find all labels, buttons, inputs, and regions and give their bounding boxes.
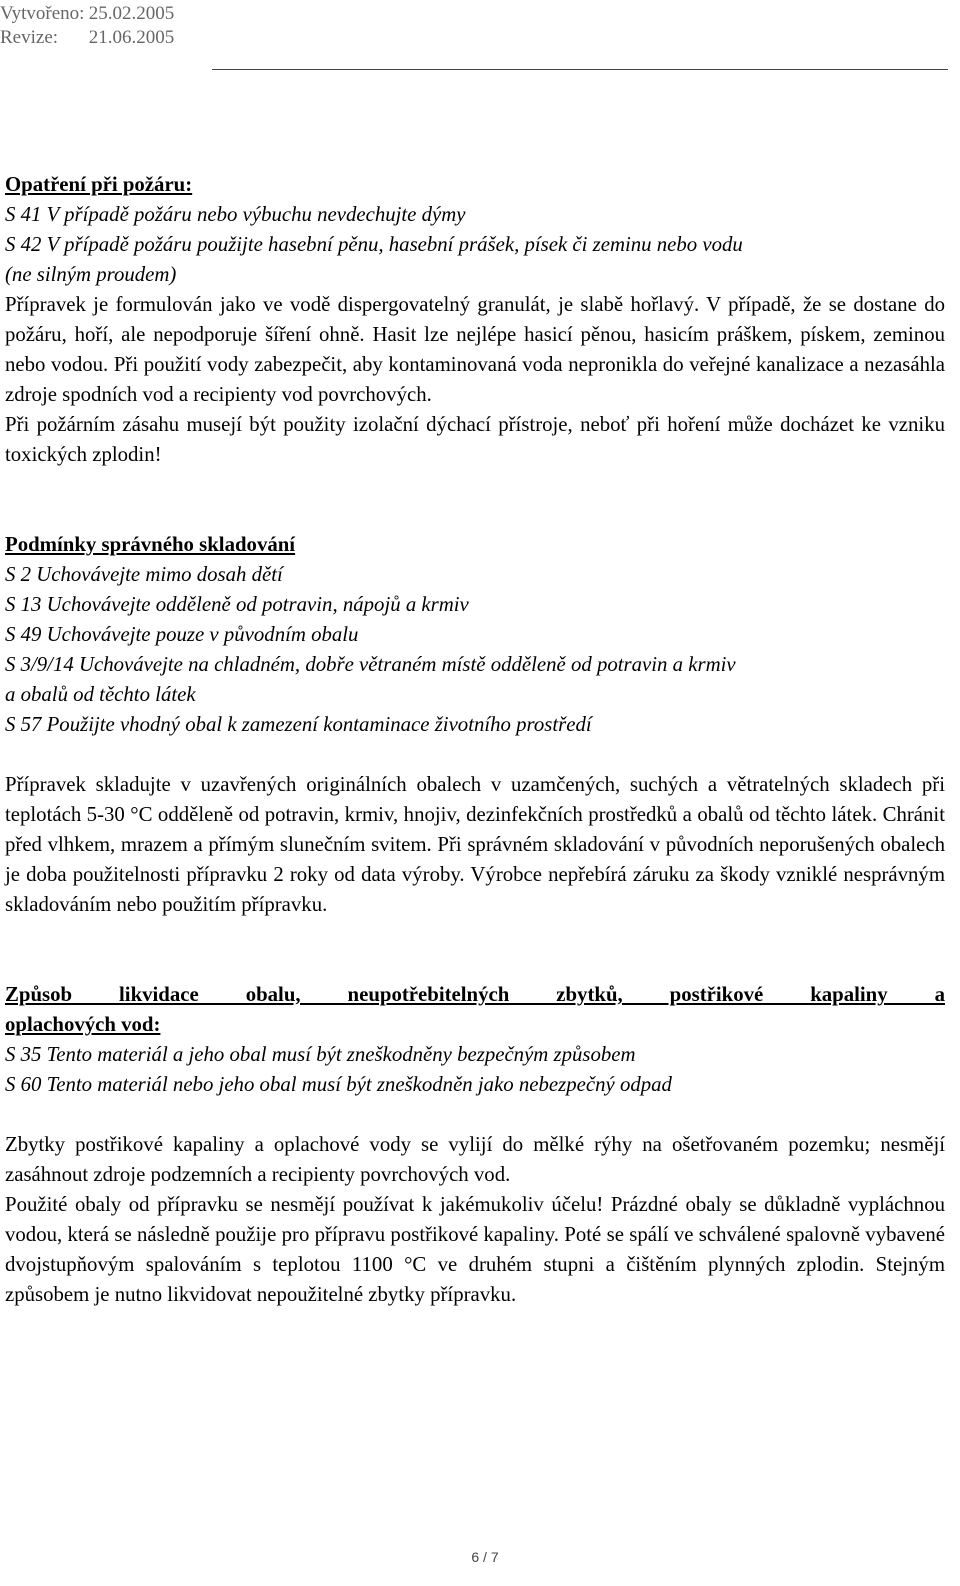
phrase-s42-continued: (ne silným proudem)	[5, 263, 177, 286]
disposal-heading: Způsob likvidace obalu, neupotřebitelných zbytků, postřikové kapaliny a	[5, 983, 945, 1006]
document-body	[5, 170, 945, 1310]
phrase-s2: S 2 Uchovávejte mimo dosah dětí	[5, 563, 283, 586]
revision-line	[0, 26, 174, 50]
document-header	[0, 0, 960, 62]
fire-measures-section	[5, 170, 945, 470]
phrase-s35: S 35 Tento materiál a jeho obal musí být zneškodněny bezpečným způsobem	[5, 1043, 636, 1066]
revision-label: Revize:	[0, 27, 59, 48]
phrase-s57: S 57 Použijte vhodný obal k zamezení kontaminace životního prostředí	[5, 713, 592, 736]
phrase-s60: S 60 Tento materiál nebo jeho obal musí být zneškodněn jako nebezpečný odpad	[5, 1073, 672, 1096]
fire-measures-heading: Opatření při požáru:	[5, 173, 193, 196]
storage-section	[5, 530, 945, 920]
disposal-residue-paragraph: Zbytky postřikové kapaliny a oplachové vody se vylijí do mělké rýhy na ošetřovaném pozemku; nesmějí zasáhnout zdroje podzemních a recipienty povrchových vod.	[5, 1133, 945, 1186]
header-divider	[212, 69, 948, 70]
phrase-s49: S 49 Uchovávejte pouze v původním obalu	[5, 623, 359, 646]
storage-heading: Podmínky správného skladování	[5, 533, 296, 556]
disposal-packaging-paragraph: Použité obaly od přípravku se nesmějí používat k jakémukoliv účelu! Prázdné obaly se důkladně vypláchnou vodou, která se následně použije pro přípravu postřikové kapaliny. Poté se spálí ve schválené spalovně vybavené dvojstupňovým spalováním s teplotou 1100 °C ve druhém stupni a čištěním plynných zplodin. Stejným způsobem je nutno likvidovat nepoužitelné zbytky přípravku.	[5, 1193, 945, 1306]
fire-warning-paragraph: Při požárním zásahu musejí být použity izolační dýchací přístroje, neboť při hoření může docházet ke vzniku toxických zplodin!	[5, 413, 945, 466]
disposal-heading-continued: oplachových vod:	[5, 1013, 161, 1036]
phrase-s3-9-14: S 3/9/14 Uchovávejte na chladném, dobře větraném místě odděleně od potravin a krmiv	[5, 653, 736, 676]
created-label: Vytvořeno:	[0, 3, 85, 24]
revision-date: 21.06.2005	[88, 27, 175, 48]
phrase-s13: S 13 Uchovávejte odděleně od potravin, nápojů a krmiv	[5, 593, 469, 616]
fire-paragraph: Přípravek je formulován jako ve vodě dispergovatelný granulát, je slabě hořlavý. V případě, že se dostane do požáru, hoří, ale nepodporuje šíření ohně. Hasit lze nejlépe hasicí pěnou, hasicím práškem, pískem, zeminou nebo vodou. Při použití vody zabezpečit, aby kontaminovaná voda nepronikla do veřejné kanalizace a nezasáhla zdroje spodních vod a recipienty vod povrchových.	[5, 293, 945, 406]
phrase-s41: S 41 V případě požáru nebo výbuchu nevdechujte dýmy	[5, 203, 466, 226]
created-date: 25.02.2005	[88, 3, 175, 24]
phrase-s42: S 42 V případě požáru použijte hasební pěnu, hasební prášek, písek či zeminu nebo vodu	[5, 233, 743, 256]
storage-paragraph: Přípravek skladujte v uzavřených originálních obalech v uzamčených, suchých a větratelných skladech při teplotách 5-30 °C odděleně od potravin, krmiv, hnojiv, dezinfekčních prostředků a obalů od těchto látek. Chránit před vlhkem, mrazem a přímým slunečním svitem. Při správném skladování v původních neporušených obalech je doba použitelnosti přípravku 2 roky od data výroby. Výrobce nepřebírá záruku za škody vzniklé nesprávným skladováním nebo použitím přípravku.	[5, 773, 945, 916]
disposal-section	[5, 980, 945, 1310]
created-line	[0, 2, 174, 26]
page-footer	[0, 1549, 960, 1567]
page-number: 6 / 7	[471, 1549, 499, 1565]
phrase-s3-9-14-continued: a obalů od těchto látek	[5, 683, 196, 706]
